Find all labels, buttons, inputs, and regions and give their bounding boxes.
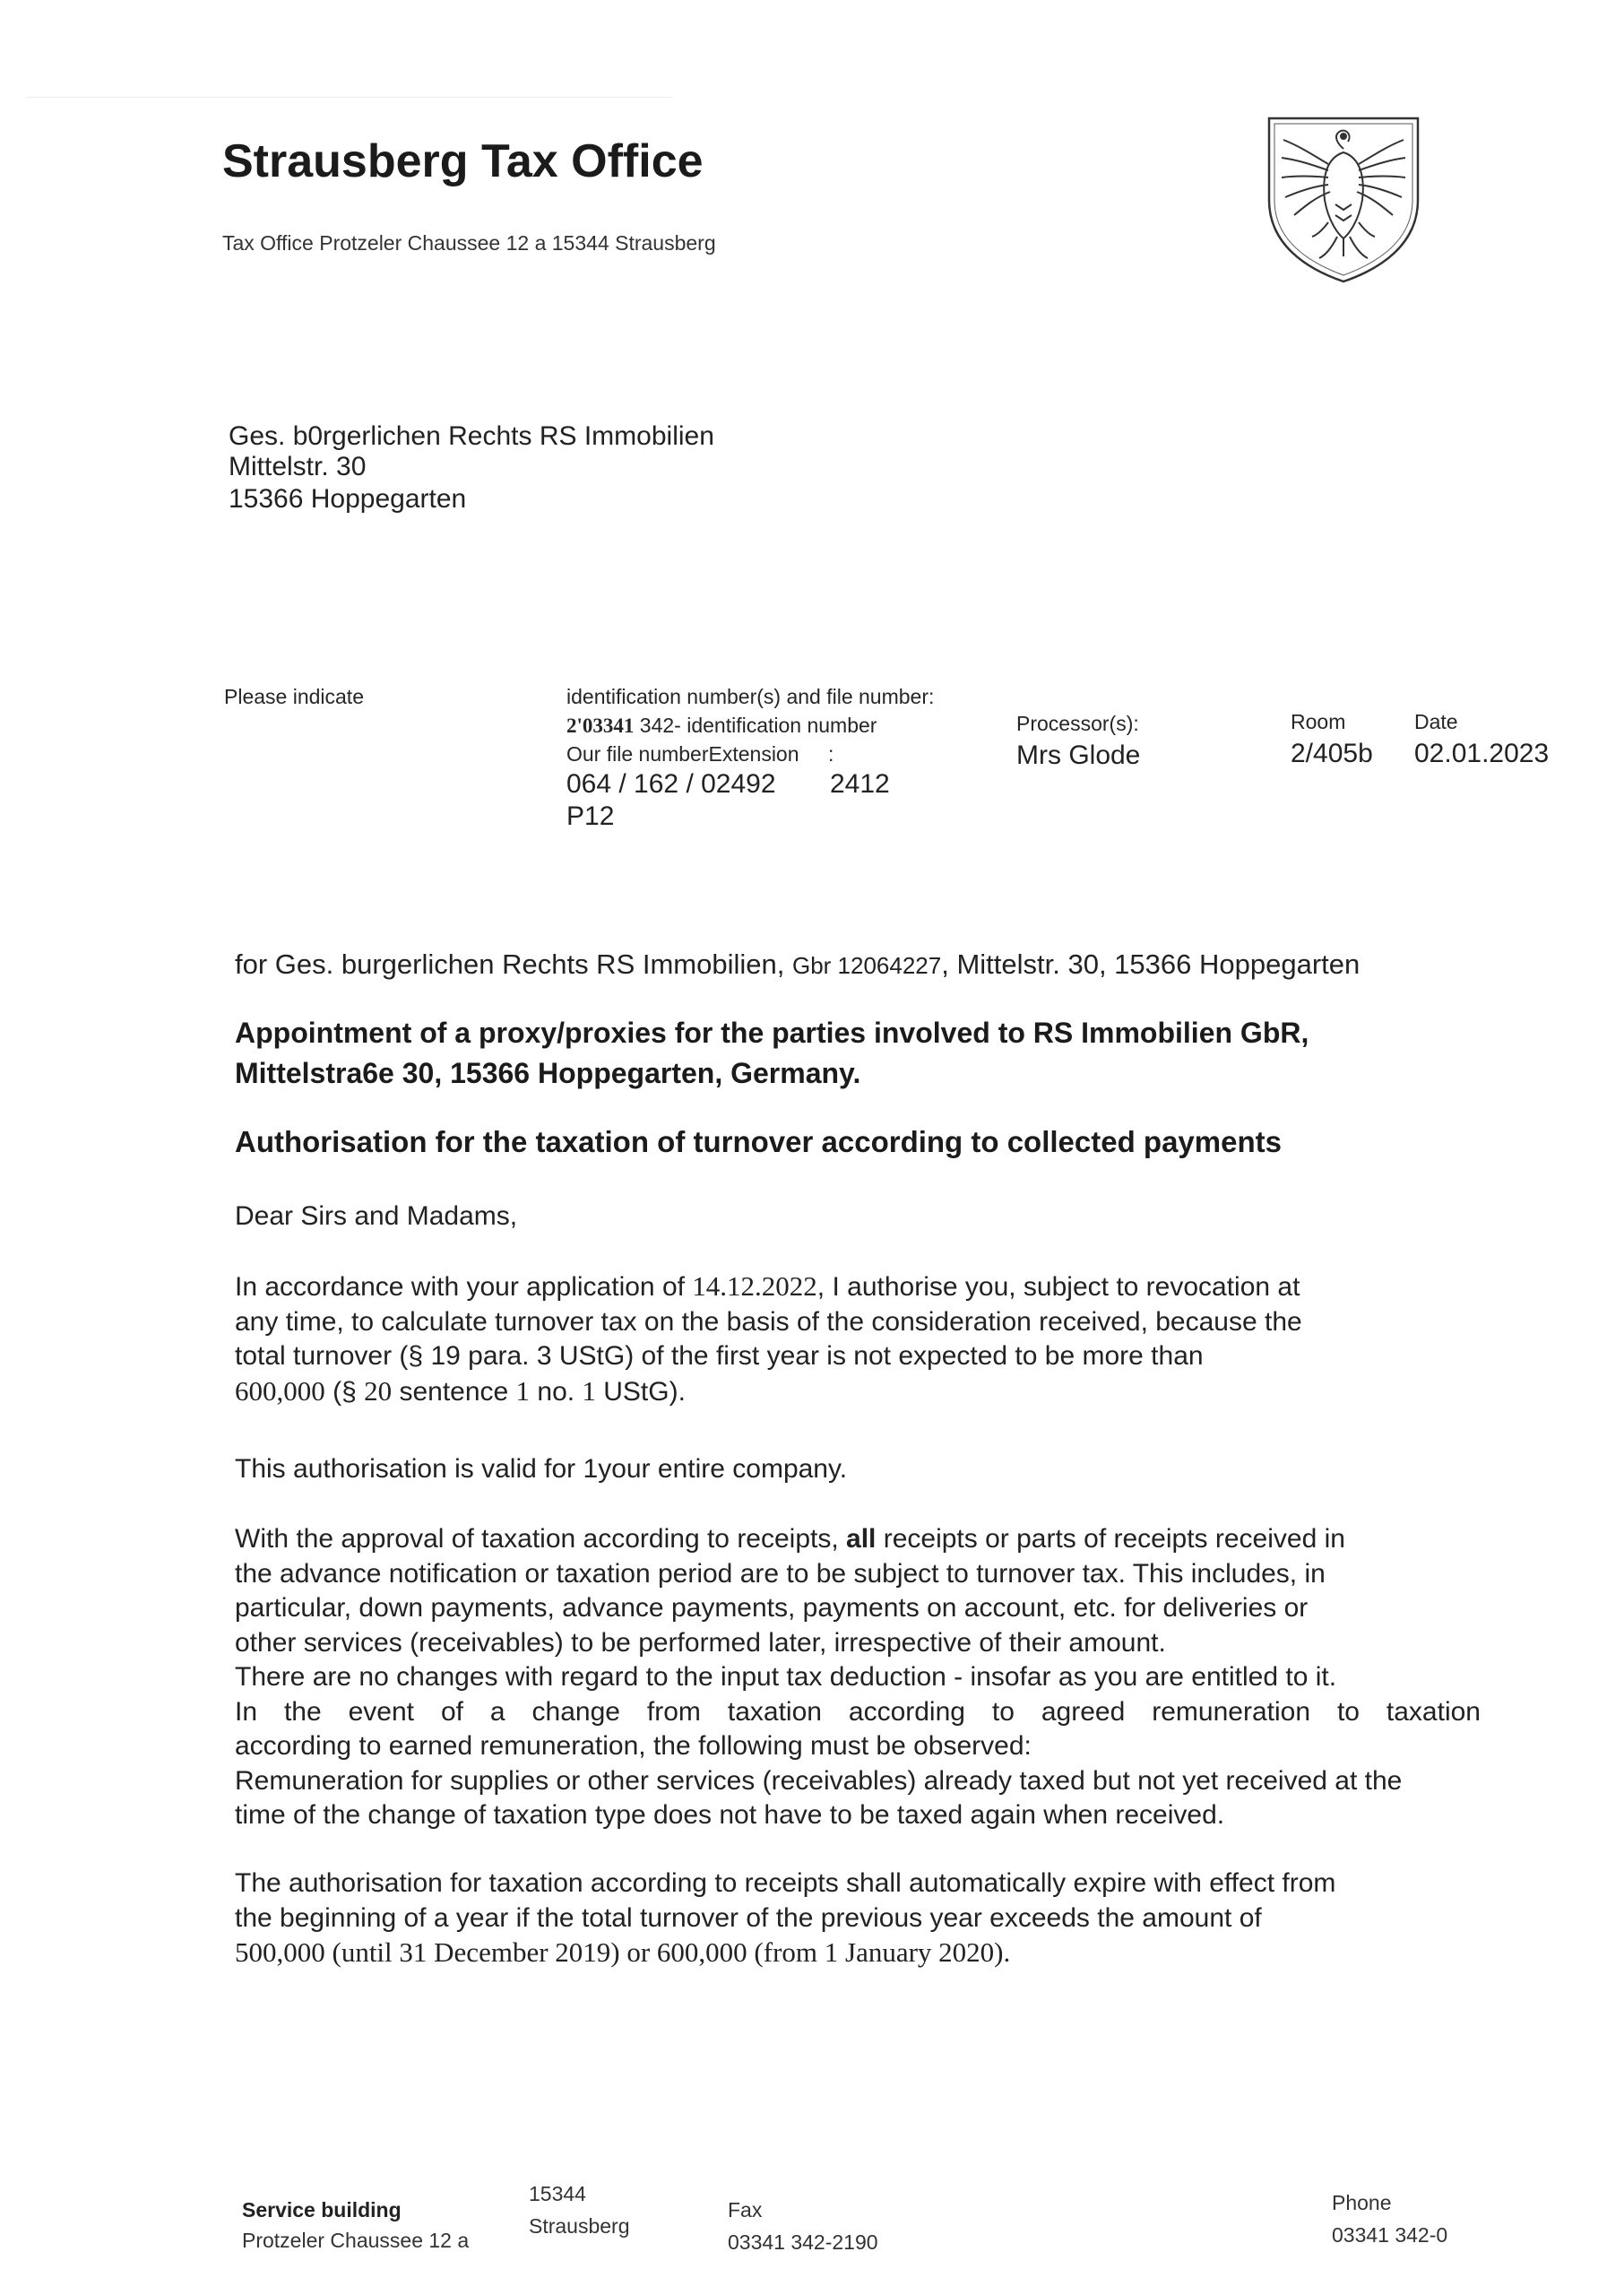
date-value: 02.01.2023	[1414, 739, 1550, 768]
file-number-colon: :	[828, 742, 834, 766]
paragraph-2: This authorisation is valid for 1your entire company.	[235, 1454, 848, 1484]
paragraph-4	[235, 1866, 1552, 1970]
footer-phone-label: Phone	[1332, 2191, 1392, 2214]
p3-line-6: In the event of a change from taxation according to agreed remuneration to taxation	[235, 1696, 1481, 1727]
eagle-coat-of-arms-icon	[1264, 115, 1423, 285]
subject-line-1: Appointment of a proxy/proxies for the parties involved to RS Immobilien GbR,	[235, 1017, 1309, 1049]
p1-text: UStG).	[595, 1376, 686, 1407]
p1-text: sentence	[392, 1376, 516, 1407]
footer-service-label: Service building	[242, 2198, 402, 2221]
file-number: 064 / 162 / 02492	[566, 769, 776, 799]
id-number-line	[566, 714, 877, 738]
recipient-line-3: 15366 Hoppegarten	[229, 484, 467, 514]
office-title: Strausberg Tax Office	[222, 135, 704, 187]
p3-line-1	[235, 1522, 1552, 1557]
return-address: Tax Office Protzeler Chaussee 12 a 15344 Strausberg	[222, 231, 716, 255]
p3-line-2: the advance notification or taxation period are to be subject to turnover tax. This includes, in	[235, 1558, 1326, 1589]
footer-service-address: Protzeler Chaussee 12 a	[242, 2229, 470, 2252]
id-number-suffix: 342- identification number	[634, 714, 877, 737]
p1-text: In accordance with your application of	[235, 1272, 693, 1302]
p3-line-7: according to earned remuneration, the following must be observed:	[235, 1731, 1032, 1761]
p1-line-2: any time, to calculate turnover tax on the basis of the consideration received, because the	[235, 1306, 1302, 1337]
p4-line-3: 500,000 (until 31 December 2019) or 600,000 (from 1 January 2020).	[235, 1936, 1011, 1968]
id-heading: identification number(s) and file number:	[566, 685, 935, 708]
please-indicate-label: Please indicate	[224, 685, 364, 708]
p3-line-4: other services (receivables) to be performed later, irrespective of their amount.	[235, 1627, 1166, 1658]
for-line-part-1: for Ges. burgerlichen Rechts RS Immobilien,	[235, 948, 792, 980]
room-label: Room	[1291, 710, 1346, 733]
p3-line-5: There are no changes with regard to the input tax deduction - insofar as you are entitled to it.	[235, 1662, 1337, 1692]
p1-text: (§	[324, 1376, 365, 1407]
for-line	[235, 948, 1360, 981]
p1-line-3: total turnover (§ 19 para. 3 UStG) of the first year is not expected to be more than	[235, 1341, 1204, 1371]
scan-edge-rule	[27, 97, 672, 98]
p1-line-4	[235, 1374, 1552, 1410]
p3-text: receipts or parts of receipts received in	[876, 1524, 1345, 1554]
p1-line-1	[235, 1269, 1552, 1305]
p1-text: no.	[530, 1376, 583, 1407]
footer-city: Strausberg	[529, 2214, 630, 2238]
footer-postcode: 15344	[529, 2182, 586, 2205]
subject	[235, 1013, 1418, 1094]
date-label: Date	[1414, 710, 1458, 733]
p4-line-2: the beginning of a year if the total turnover of the previous year exceeds the amount of	[235, 1902, 1262, 1933]
p1-num: 1	[515, 1374, 531, 1407]
p1-num: 20	[364, 1374, 393, 1407]
p3-line-8: Remuneration for supplies or other services (receivables) already taxed but not yet received at the	[235, 1765, 1403, 1796]
footer-phone-value: 03341 342-0	[1332, 2223, 1448, 2247]
p3-line-9: time of the change of taxation type does not have to be taxed again when received.	[235, 1800, 1225, 1830]
file-number-label: Our file numberExtension	[566, 742, 799, 766]
id-number-prefix: 2'03341	[566, 714, 635, 737]
paragraph-1	[235, 1269, 1552, 1409]
processor-label: Processor(s):	[1016, 712, 1139, 735]
salutation: Dear Sirs and Madams,	[235, 1201, 518, 1231]
p3-line-3: particular, down payments, advance payments, payments on account, etc. for deliveries or	[235, 1593, 1309, 1623]
footer-fax-value: 03341 342-2190	[728, 2230, 878, 2254]
application-date: 14.12.2022	[692, 1270, 817, 1302]
footer-fax-label: Fax	[728, 2198, 763, 2221]
room-value: 2/405b	[1291, 739, 1373, 768]
file-extra: P12	[566, 801, 615, 831]
p3-bold: all	[846, 1524, 877, 1554]
recipient-line-1: Ges. b0rgerlichen Rechts RS Immobilien	[229, 421, 714, 451]
for-line-part-2: , Mittelstr. 30, 15366 Hoppegarten	[941, 948, 1361, 980]
amount: 600,000	[235, 1374, 325, 1407]
paragraph-3	[235, 1522, 1552, 1833]
p1-num: 1	[582, 1374, 596, 1407]
file-extension: 2412	[830, 769, 890, 799]
recipient-line-2: Mittelstr. 30	[229, 452, 367, 481]
processor-value: Mrs Glode	[1016, 740, 1141, 770]
p3-text: With the approval of taxation according to receipts,	[235, 1524, 847, 1554]
p1-text: , I authorise you, subject to revocation at	[816, 1272, 1300, 1302]
gbr-number: Gbr 12064227	[791, 952, 942, 979]
subject-line-2: Mittelstra6e 30, 15366 Hoppegarten, Germany.	[235, 1057, 861, 1089]
p4-line-1: The authorisation for taxation according to receipts shall automatically expire with effect from	[235, 1868, 1336, 1898]
letter-heading: Authorisation for the taxation of turnover according to collected payments	[235, 1125, 1282, 1158]
